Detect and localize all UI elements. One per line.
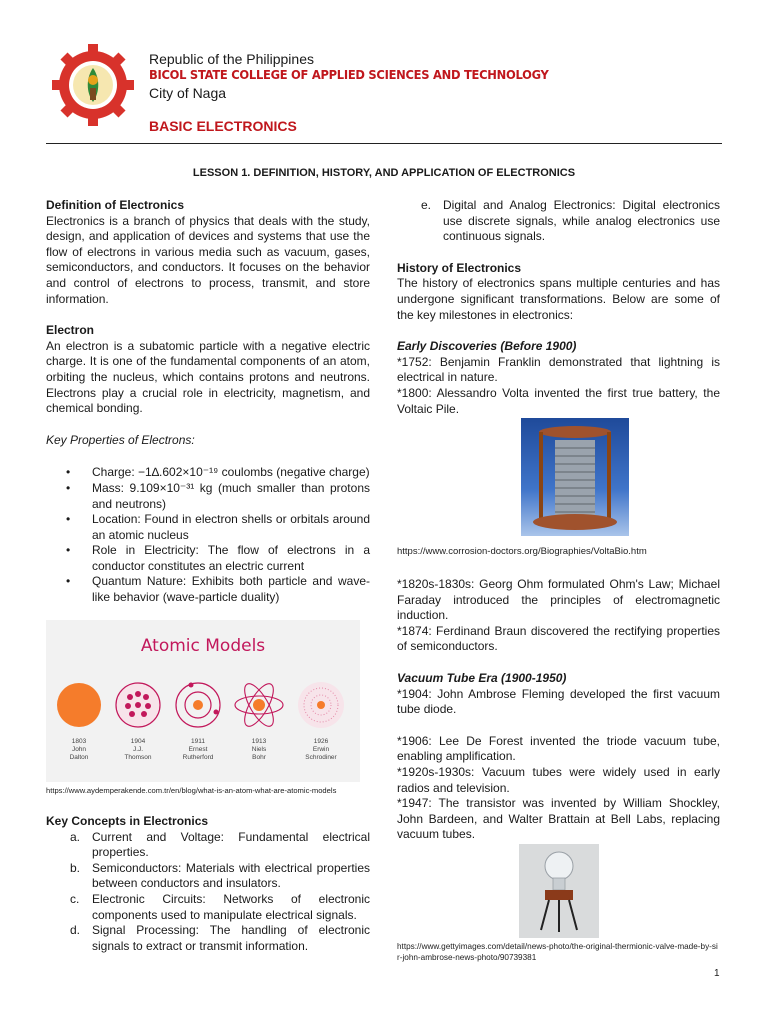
electron-text: An electron is a subatomic particle with a negative electric charge. It is one of the fundamental components of an atom, orbiting the nucleus, which contains protons and neutrons. Electrons play a crucial role in electricity, magnetism, and chemical bonding. xyxy=(46,338,370,416)
definition-heading: Definition of Electronics xyxy=(46,198,185,212)
model-label: 1926 Erwin Schrodiner xyxy=(305,738,337,761)
history-text: The history of electronics spans multiple centuries and has undergone significant transformations. Below are some of the key milestones in electronics: xyxy=(397,276,720,322)
key-concepts-list-continued xyxy=(397,198,720,245)
electron-heading: Electron xyxy=(46,323,95,338)
list-item: • Charge: −1∆.602×10⁻¹⁹ coulombs (negative charge) xyxy=(46,465,370,481)
list-item: d. Signal Processing: The handling of electronic signals to extract or transmit information. xyxy=(70,923,370,953)
milestone-1920s: *1920s-1930s: Vacuum tubes were widely used in early radios and television. xyxy=(397,764,720,795)
course-title: BASIC ELECTRONICS xyxy=(149,118,297,134)
model-label: 1803 John Dalton xyxy=(69,738,89,761)
atomic-models-title: Atomic Models xyxy=(140,636,266,656)
list-item: • Mass: 9.109×10⁻³¹ kg (much smaller than protons and neutrons) xyxy=(46,481,370,512)
list-item: c. Electronic Circuits: Networks of electronic components used to manipulate electrical signals. xyxy=(70,891,370,922)
key-concepts-section xyxy=(46,814,370,954)
model-label: 1911 Ernest Rutherford xyxy=(182,738,214,761)
thermionic-valve-photo xyxy=(519,844,599,938)
list-item: b. Semiconductors: Materials with electrical properties between conductors and insulators. xyxy=(70,860,370,891)
definition-text: Electronics is a branch of physics that deals with the study, design, and application of devices and systems that use the flow of electrons in various media such as vacuum, gases, semiconductors, and conductors. It focuses on the behavior and control of electrons to process, transmit, and store information. xyxy=(46,213,370,306)
voltaic-pile-photo xyxy=(521,418,629,536)
list-item: a. Current and Voltage: Fundamental electrical properties. xyxy=(70,829,370,860)
list-item: • Quantum Nature: Exhibits both particle and wave-like behavior (wave-particle duality) xyxy=(46,574,370,605)
model-label: 1913 Niels Bohr xyxy=(251,738,267,761)
properties-heading: Key Properties of Electrons: xyxy=(46,432,195,447)
list-item: • Location: Found in electron shells or orbitals around an atomic nucleus xyxy=(46,512,370,543)
college-name: BICOL STATE COLLEGE OF APPLIED SCIENCES AND TECHNOLOGY xyxy=(149,67,549,82)
valve-source-link[interactable]: https://www.gettyimages.com/detail/news-photo/the-original-thermionic-valve-made-by-sir-john-ambrose-news-photo/90739381 xyxy=(397,942,718,962)
milestone-1820s: *1820s-1830s: Georg Ohm formulated Ohm's Law; Michael Faraday introduced the principles of electromagnetic induction. xyxy=(397,577,720,623)
left-column xyxy=(46,198,370,606)
milestone-1874: *1874: Ferdinand Braun discovered the rectifying properties of semiconductors. xyxy=(397,623,720,654)
milestone-1752: *1752: Benjamin Franklin demonstrated that lightning is electrical in nature. xyxy=(397,354,720,385)
milestone-1904: *1904: John Ambrose Fleming developed the first vacuum tube diode. xyxy=(397,686,720,717)
history-heading: History of Electronics xyxy=(397,260,522,275)
right-column-top xyxy=(397,198,720,417)
page-number: 1 xyxy=(714,968,720,979)
model-labels xyxy=(46,738,360,778)
atomic-models-image xyxy=(46,620,360,782)
model-label: 1904 J.J. Thomson xyxy=(124,738,152,761)
key-concepts-list xyxy=(46,830,370,955)
header-divider xyxy=(46,143,722,144)
early-discoveries-heading: Early Discoveries (Before 1900) xyxy=(397,339,577,354)
dalton-model-icon xyxy=(57,683,101,727)
atomic-models-source-link[interactable]: https://www.aydemperakende.com.tr/en/blog/what-is-an-atom-what-are-atomic-models xyxy=(46,786,337,795)
right-column-middle xyxy=(397,577,720,843)
republic-line: Republic of the Philippines xyxy=(149,51,314,67)
properties-list xyxy=(46,465,370,605)
atom-diagrams xyxy=(46,670,360,740)
lesson-title: LESSON 1. DEFINITION, HISTORY, AND APPLICATION OF ELECTRONICS xyxy=(192,167,576,179)
city-line: City of Naga xyxy=(149,85,227,101)
milestone-1947: *1947: The transistor was invented by William Shockley, John Bardeen, and Walter Brattain at Bell Labs, replacing vacuum tubes. xyxy=(397,796,720,842)
volta-source-link[interactable]: https://www.corrosion-doctors.org/Biographies/VoltaBio.htm xyxy=(397,546,647,557)
milestone-1800: *1800: Alessandro Volta invented the first true battery, the Voltaic Pile. xyxy=(397,385,720,416)
list-item: e. Digital and Analog Electronics: Digital electronics use discrete signals, while analog electronics use continuous signals. xyxy=(421,198,720,244)
schrodinger-model-icon xyxy=(298,682,344,728)
key-concepts-heading: Key Concepts in Electronics xyxy=(46,814,209,828)
college-logo xyxy=(50,42,136,128)
milestone-1906: *1906: Lee De Forest invented the triode vacuum tube, enabling amplification. xyxy=(397,733,720,764)
vacuum-tube-heading: Vacuum Tube Era (1900-1950) xyxy=(397,670,567,685)
list-item: • Role in Electricity: The flow of electrons in a conductor constitutes an electric current xyxy=(46,543,370,574)
